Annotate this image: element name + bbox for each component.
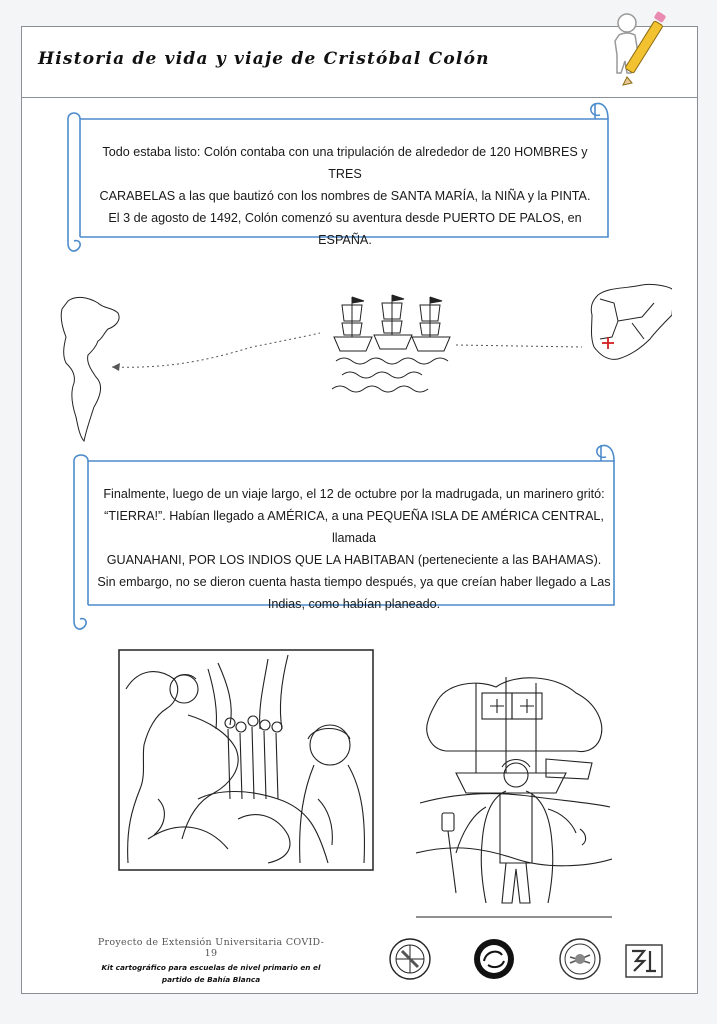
text-line: Sin embargo, no se dieron cuenta hasta tiempo después, ya que creían haber llegado a Las	[97, 575, 611, 589]
geo-circle-logo	[472, 937, 516, 981]
footer-kit-line: Kit cartográfico para escuelas de nivel primario en el	[101, 963, 321, 972]
route-line-left	[112, 333, 320, 367]
voyage-route-illustration	[52, 267, 672, 447]
ships-icon	[332, 295, 450, 392]
scroll-box-departure	[60, 97, 624, 257]
university-seal-logo	[388, 937, 432, 981]
route-line-right	[456, 345, 582, 347]
pencil-figure-icon	[605, 11, 677, 87]
footer-location-line: partido de Bahía Blanca	[161, 975, 261, 984]
national-university-logo	[558, 937, 602, 981]
america-map-icon	[61, 297, 119, 441]
arrow-head	[112, 363, 120, 371]
text-line: Todo estaba listo: Colón contaba con una tripulación de alrededor de 120 HOMBRES y TRES	[102, 145, 588, 181]
departure-text	[90, 141, 600, 251]
natives-coloring-illustration	[118, 649, 374, 871]
text-line: Indias, como habían planeado.	[267, 597, 441, 611]
text-line: “TIERRA!”. Habían llegado a AMÉRICA, a una PEQUEÑA ISLA DE AMÉRICA CENTRAL, llamada	[104, 509, 604, 545]
department-logo	[622, 937, 666, 981]
footer-project-name: Proyecto de Extensión Universitaria COVID-19	[97, 937, 325, 959]
text-line: GUANAHANI, POR LOS INDIOS QUE LA HABITABAN (perteneciente a las BAHAMAS).	[106, 553, 602, 567]
footer-project-info	[96, 937, 326, 986]
worksheet-page	[21, 26, 698, 994]
page-title: Historia de vida y viaje de Cristóbal Colón	[38, 49, 490, 69]
text-line: CARABELAS a las que bautizó con los nombres de SANTA MARÍA, la NIÑA y la PINTA.	[99, 189, 591, 203]
scroll-box-arrival	[66, 439, 632, 635]
text-line: El 3 de agosto de 1492, Colón comenzó su aventura desde PUERTO DE PALOS, en ESPAÑA.	[108, 211, 582, 247]
colon-coloring-illustration	[416, 663, 612, 919]
title-bar	[22, 27, 697, 98]
text-line: Finalmente, luego de un viaje largo, el 12 de octubre por la madrugada, un marinero gritó:	[103, 487, 605, 501]
arrival-text	[94, 483, 614, 615]
spain-map-icon	[591, 284, 672, 359]
